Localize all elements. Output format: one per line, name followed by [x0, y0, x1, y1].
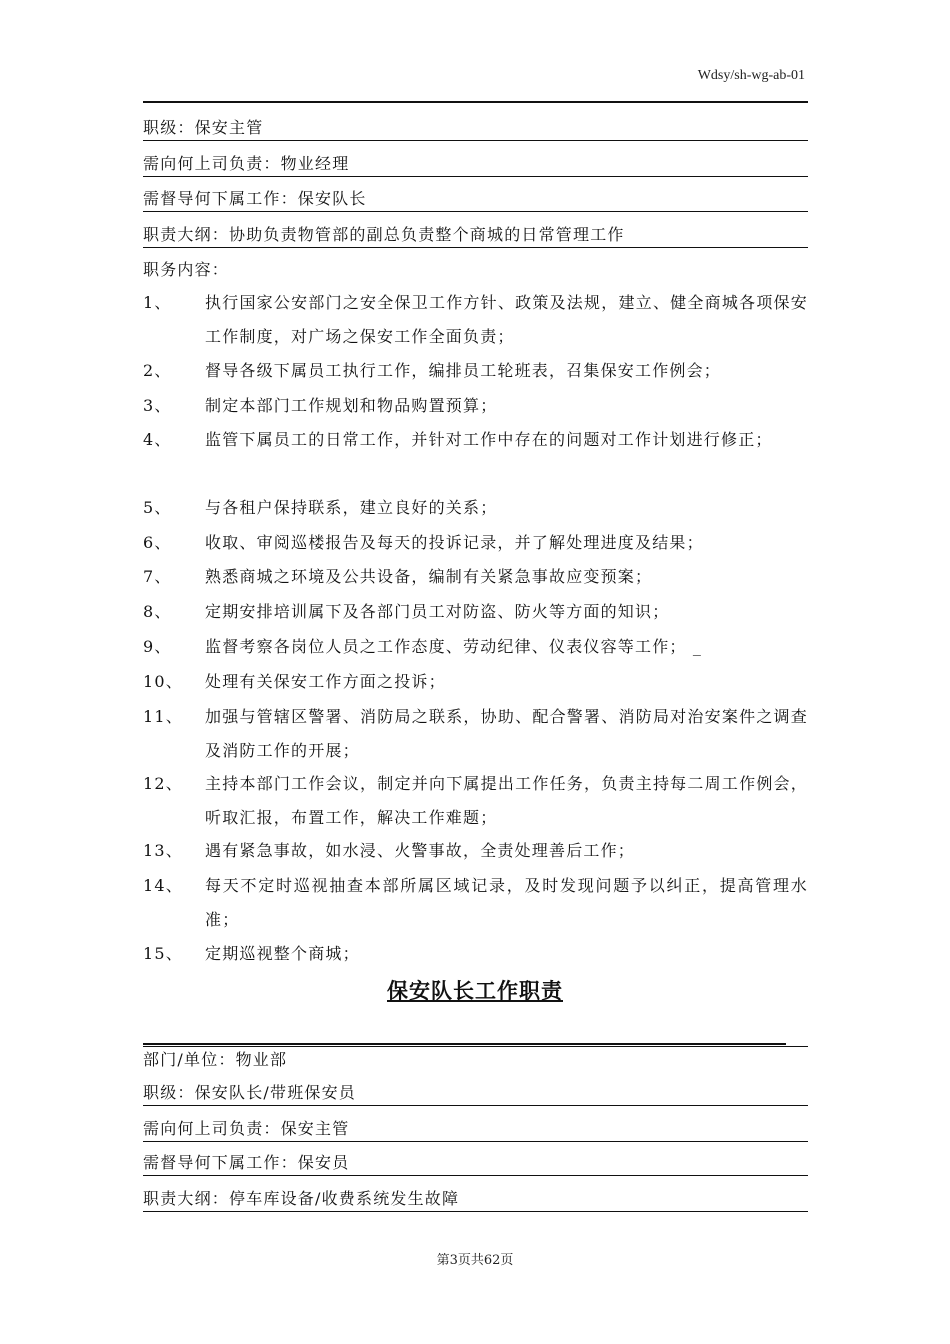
item-number: 9、 [143, 637, 172, 656]
job-level-field: 职级：保安队长/带班保安员 [143, 1081, 808, 1106]
item-number: 10、 [143, 672, 183, 691]
item-number: 8、 [143, 602, 172, 621]
item-text: 加强与管辖区警署、消防局之联系，协助、配合警署、消防局对治安案件之调查及消防工作的开展； [205, 707, 808, 760]
duty-outline-field: 职责大纲：停车库设备/收费系统发生故障 [143, 1187, 808, 1212]
supervises-field: 需督导何下属工作：保安员 [143, 1151, 808, 1176]
page-number: 第3页共62页 [436, 1253, 514, 1268]
item-text: 与各租户保持联系，建立良好的关系； [205, 498, 498, 517]
item-text: 主持本部门工作会议，制定并向下属提出工作任务，负责主持每二周工作例会，听取汇报，布置工作，解决工作难题； [205, 774, 808, 827]
item-number: 11、 [143, 707, 183, 726]
item-number: 14、 [143, 876, 183, 895]
item-text: 执行国家公安部门之安全保卫工作方针、政策及法规，建立、健全商城各项保安工作制度，对广场之保安工作全面负责； [205, 293, 808, 346]
item-text: 监管下属员工的日常工作，并针对工作中存在的问题对工作计划进行修正； [205, 430, 773, 449]
item-number: 4、 [143, 430, 172, 449]
department-field: 部门/单位：物业部 [143, 1050, 288, 1069]
duties-label: 职务内容： [143, 260, 230, 279]
item-text: 督导各级下属员工执行工作，编排员工轮班表，召集保安工作例会； [205, 361, 722, 380]
item-text: 收取、审阅巡楼报告及每天的投诉记录，并了解处理进度及结果； [205, 533, 704, 552]
item-text: 每天不定时巡视抽查本部所属区域记录，及时发现问题予以纠正，提高管理水准； [205, 876, 808, 929]
item-text: 处理有关保安工作方面之投诉； [205, 672, 446, 691]
section-title: 保安队长工作职责 [387, 978, 563, 1003]
item-text: 熟悉商城之环境及公共设备，编制有关紧急事故应变预案； [205, 567, 653, 586]
duty-outline-field: 职责大纲：协助负责物管部的副总负责整个商城的日常管理工作 [143, 223, 808, 248]
job-level-field: 职级：保安主管 [143, 116, 808, 141]
item-number: 2、 [143, 361, 172, 380]
item-number: 13、 [143, 841, 183, 860]
item-number: 1、 [143, 293, 172, 312]
section-rule [143, 1043, 808, 1047]
item-text: 定期巡视整个商城； [205, 944, 360, 963]
item-number: 6、 [143, 533, 172, 552]
item-text: 制定本部门工作规划和物品购置预算； [205, 396, 498, 415]
item-number: 5、 [143, 498, 172, 517]
item-number: 12、 [143, 774, 183, 793]
item-text: 定期安排培训属下及各部门员工对防盗、防火等方面的知识； [205, 602, 670, 621]
item-text: 遇有紧急事故，如水浸、火警事故，全责处理善后工作； [205, 841, 636, 860]
item-text: 监督考察各岗位人员之工作态度、劳动纪律、仪表仪容等工作； _ [205, 637, 703, 656]
reports-to-field: 需向何上司负责：物业经理 [143, 152, 808, 177]
item-number: 7、 [143, 567, 172, 586]
header-rule [143, 101, 808, 103]
reports-to-field: 需向何上司负责：保安主管 [143, 1117, 808, 1142]
supervises-field: 需督导何下属工作：保安队长 [143, 187, 808, 212]
item-number: 15、 [143, 944, 183, 963]
document-code: Wdsy/sh-wg-ab-01 [697, 68, 805, 83]
item-number: 3、 [143, 396, 172, 415]
